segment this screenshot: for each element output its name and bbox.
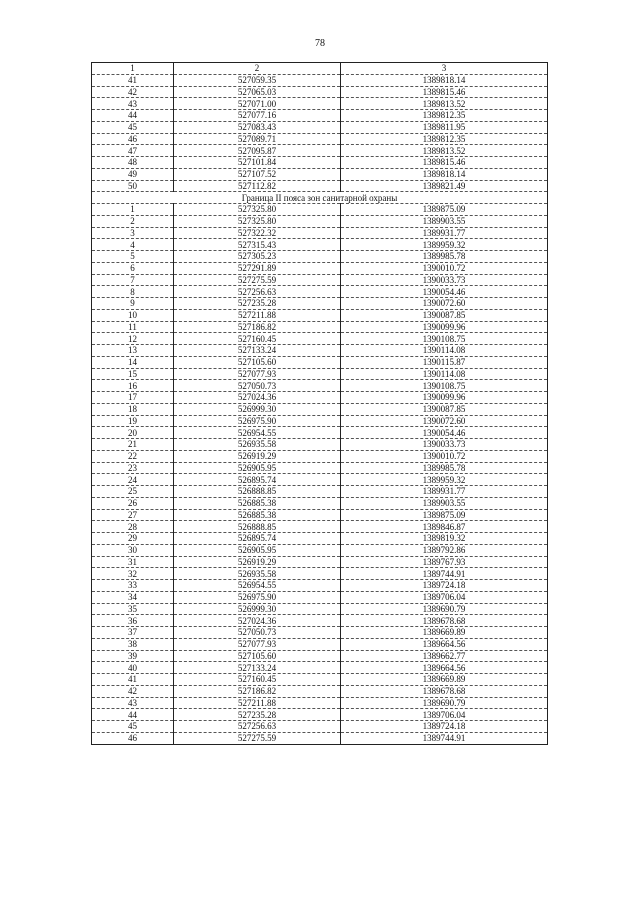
x-coordinate-cell: 526905.95 xyxy=(174,462,341,474)
x-coordinate-cell: 527325.80 xyxy=(174,204,341,216)
table-row xyxy=(92,732,548,744)
y-coordinate-cell: 1389815.46 xyxy=(341,157,548,169)
point-number-cell: 1 xyxy=(92,204,174,216)
point-number-cell: 7 xyxy=(92,274,174,286)
y-coordinate-cell: 1389931.77 xyxy=(341,227,548,239)
x-coordinate-cell: 527105.60 xyxy=(174,356,341,368)
x-coordinate-cell: 527133.24 xyxy=(174,662,341,674)
y-coordinate-cell: 1389875.09 xyxy=(341,509,548,521)
table-row xyxy=(92,521,548,533)
point-number-cell: 5 xyxy=(92,251,174,263)
table-row xyxy=(92,486,548,498)
y-coordinate-cell: 1390010.72 xyxy=(341,262,548,274)
x-coordinate-cell: 526935.58 xyxy=(174,568,341,580)
x-coordinate-cell: 527291.89 xyxy=(174,262,341,274)
y-coordinate-cell: 1389812.35 xyxy=(341,110,548,122)
point-number-cell: 39 xyxy=(92,650,174,662)
page-number: 78 xyxy=(315,38,325,49)
point-number-cell: 43 xyxy=(92,98,174,110)
table-row xyxy=(92,556,548,568)
table-row xyxy=(92,685,548,697)
point-number-cell: 45 xyxy=(92,121,174,133)
table-row xyxy=(92,638,548,650)
point-number-cell: 25 xyxy=(92,486,174,498)
y-coordinate-cell: 1389846.87 xyxy=(341,521,548,533)
table-row xyxy=(92,627,548,639)
table-row xyxy=(92,262,548,274)
table-row xyxy=(92,321,548,333)
table-row xyxy=(92,133,548,145)
point-number-cell: 37 xyxy=(92,627,174,639)
point-number-cell: 31 xyxy=(92,556,174,568)
point-number-cell: 42 xyxy=(92,685,174,697)
point-number-cell: 45 xyxy=(92,721,174,733)
x-coordinate-cell: 526999.30 xyxy=(174,603,341,615)
point-number-cell: 8 xyxy=(92,286,174,298)
y-coordinate-cell: 1389664.56 xyxy=(341,662,548,674)
x-coordinate-cell: 527101.84 xyxy=(174,157,341,169)
x-coordinate-cell: 526895.74 xyxy=(174,474,341,486)
y-coordinate-cell: 1389931.77 xyxy=(341,486,548,498)
point-number-cell: 3 xyxy=(92,227,174,239)
table-row xyxy=(92,215,548,227)
x-coordinate-cell: 527325.80 xyxy=(174,215,341,227)
point-number-cell: 11 xyxy=(92,321,174,333)
y-coordinate-cell: 1389678.68 xyxy=(341,615,548,627)
point-number-cell: 9 xyxy=(92,298,174,310)
table-row xyxy=(92,368,548,380)
y-coordinate-cell: 1389767.93 xyxy=(341,556,548,568)
table-row xyxy=(92,345,548,357)
point-number-cell: 47 xyxy=(92,145,174,157)
x-coordinate-cell: 526954.55 xyxy=(174,580,341,592)
y-coordinate-cell: 1389903.55 xyxy=(341,215,548,227)
x-coordinate-cell: 527105.60 xyxy=(174,650,341,662)
point-number-cell: 50 xyxy=(92,180,174,192)
y-coordinate-cell: 1389985.78 xyxy=(341,462,548,474)
y-coordinate-cell: 1389815.46 xyxy=(341,86,548,98)
point-number-cell: 49 xyxy=(92,168,174,180)
point-number-cell: 38 xyxy=(92,638,174,650)
table-row xyxy=(92,168,548,180)
point-number-cell: 46 xyxy=(92,133,174,145)
point-number-cell: 18 xyxy=(92,403,174,415)
x-coordinate-cell: 527107.52 xyxy=(174,168,341,180)
table-row xyxy=(92,380,548,392)
y-coordinate-cell: 1390087.85 xyxy=(341,309,548,321)
table-row xyxy=(92,145,548,157)
point-number-cell: 22 xyxy=(92,450,174,462)
y-coordinate-cell: 1389669.89 xyxy=(341,627,548,639)
y-coordinate-cell: 1389821.49 xyxy=(341,180,548,192)
column-header-x: 2 xyxy=(174,63,341,75)
x-coordinate-cell: 527050.73 xyxy=(174,627,341,639)
y-coordinate-cell: 1389706.04 xyxy=(341,591,548,603)
table-row xyxy=(92,309,548,321)
table-row xyxy=(92,697,548,709)
point-number-cell: 17 xyxy=(92,392,174,404)
table-row xyxy=(92,98,548,110)
table-row xyxy=(92,157,548,169)
table-row xyxy=(92,121,548,133)
y-coordinate-cell: 1390054.46 xyxy=(341,427,548,439)
table-row xyxy=(92,674,548,686)
table-header-row xyxy=(92,63,548,75)
x-coordinate-cell: 527186.82 xyxy=(174,685,341,697)
point-number-cell: 24 xyxy=(92,474,174,486)
x-coordinate-cell: 526975.90 xyxy=(174,415,341,427)
x-coordinate-cell: 526999.30 xyxy=(174,403,341,415)
y-coordinate-cell: 1390010.72 xyxy=(341,450,548,462)
point-number-cell: 30 xyxy=(92,544,174,556)
y-coordinate-cell: 1390114.08 xyxy=(341,345,548,357)
table-row xyxy=(92,439,548,451)
y-coordinate-cell: 1389724.18 xyxy=(341,580,548,592)
y-coordinate-cell: 1390099.96 xyxy=(341,321,548,333)
table-row xyxy=(92,650,548,662)
table-row xyxy=(92,356,548,368)
point-number-cell: 35 xyxy=(92,603,174,615)
y-coordinate-cell: 1389744.91 xyxy=(341,568,548,580)
point-number-cell: 34 xyxy=(92,591,174,603)
x-coordinate-cell: 526888.85 xyxy=(174,521,341,533)
point-number-cell: 6 xyxy=(92,262,174,274)
y-coordinate-cell: 1389818.14 xyxy=(341,168,548,180)
x-coordinate-cell: 527235.28 xyxy=(174,709,341,721)
point-number-cell: 48 xyxy=(92,157,174,169)
point-number-cell: 44 xyxy=(92,110,174,122)
point-number-cell: 21 xyxy=(92,439,174,451)
y-coordinate-cell: 1389959.32 xyxy=(341,474,548,486)
table-row xyxy=(92,615,548,627)
table-row xyxy=(92,509,548,521)
point-number-cell: 28 xyxy=(92,521,174,533)
table-row xyxy=(92,450,548,462)
x-coordinate-cell: 527089.71 xyxy=(174,133,341,145)
table-row xyxy=(92,462,548,474)
point-number-cell: 44 xyxy=(92,709,174,721)
x-coordinate-cell: 527071.00 xyxy=(174,98,341,110)
table-row xyxy=(92,544,548,556)
x-coordinate-cell: 527077.93 xyxy=(174,368,341,380)
section-title-row xyxy=(92,192,548,204)
table-row xyxy=(92,568,548,580)
x-coordinate-cell: 527235.28 xyxy=(174,298,341,310)
table-row xyxy=(92,721,548,733)
table-row xyxy=(92,403,548,415)
y-coordinate-cell: 1389812.35 xyxy=(341,133,548,145)
x-coordinate-cell: 526888.85 xyxy=(174,486,341,498)
table-row xyxy=(92,333,548,345)
point-number-cell: 46 xyxy=(92,732,174,744)
table-row xyxy=(92,204,548,216)
point-number-cell: 33 xyxy=(92,580,174,592)
point-number-cell: 12 xyxy=(92,333,174,345)
y-coordinate-cell: 1389678.68 xyxy=(341,685,548,697)
table-row xyxy=(92,110,548,122)
x-coordinate-cell: 526895.74 xyxy=(174,533,341,545)
table-row xyxy=(92,286,548,298)
y-coordinate-cell: 1389690.79 xyxy=(341,697,548,709)
point-number-cell: 13 xyxy=(92,345,174,357)
x-coordinate-cell: 527256.63 xyxy=(174,721,341,733)
table-row xyxy=(92,427,548,439)
point-number-cell: 2 xyxy=(92,215,174,227)
x-coordinate-cell: 527050.73 xyxy=(174,380,341,392)
table-row xyxy=(92,662,548,674)
y-coordinate-cell: 1390115.87 xyxy=(341,356,548,368)
y-coordinate-cell: 1390072.60 xyxy=(341,415,548,427)
point-number-cell: 41 xyxy=(92,674,174,686)
x-coordinate-cell: 526885.38 xyxy=(174,497,341,509)
x-coordinate-cell: 526919.29 xyxy=(174,556,341,568)
point-number-cell: 27 xyxy=(92,509,174,521)
point-number-cell: 10 xyxy=(92,309,174,321)
y-coordinate-cell: 1390087.85 xyxy=(341,403,548,415)
y-coordinate-cell: 1390054.46 xyxy=(341,286,548,298)
point-number-cell: 43 xyxy=(92,697,174,709)
x-coordinate-cell: 527211.88 xyxy=(174,697,341,709)
x-coordinate-cell: 527083.43 xyxy=(174,121,341,133)
x-coordinate-cell: 526919.29 xyxy=(174,450,341,462)
table-row xyxy=(92,415,548,427)
point-number-cell: 20 xyxy=(92,427,174,439)
table-row xyxy=(92,86,548,98)
table-row xyxy=(92,474,548,486)
point-number-cell: 42 xyxy=(92,86,174,98)
point-number-cell: 36 xyxy=(92,615,174,627)
section-title: Граница II пояса зон санитарной охраны xyxy=(92,192,548,204)
table-row xyxy=(92,580,548,592)
x-coordinate-cell: 527322.32 xyxy=(174,227,341,239)
y-coordinate-cell: 1389744.91 xyxy=(341,732,548,744)
x-coordinate-cell: 527077.93 xyxy=(174,638,341,650)
y-coordinate-cell: 1390108.75 xyxy=(341,380,548,392)
y-coordinate-cell: 1389818.14 xyxy=(341,74,548,86)
x-coordinate-cell: 526885.38 xyxy=(174,509,341,521)
x-coordinate-cell: 527095.87 xyxy=(174,145,341,157)
x-coordinate-cell: 527065.03 xyxy=(174,86,341,98)
x-coordinate-cell: 527275.59 xyxy=(174,274,341,286)
table-row xyxy=(92,239,548,251)
table-row xyxy=(92,591,548,603)
point-number-cell: 23 xyxy=(92,462,174,474)
y-coordinate-cell: 1389813.52 xyxy=(341,98,548,110)
y-coordinate-cell: 1389985.78 xyxy=(341,251,548,263)
x-coordinate-cell: 526975.90 xyxy=(174,591,341,603)
y-coordinate-cell: 1389903.55 xyxy=(341,497,548,509)
y-coordinate-cell: 1390114.08 xyxy=(341,368,548,380)
x-coordinate-cell: 527305.23 xyxy=(174,251,341,263)
x-coordinate-cell: 527275.59 xyxy=(174,732,341,744)
table-row xyxy=(92,497,548,509)
table-row xyxy=(92,251,548,263)
point-number-cell: 41 xyxy=(92,74,174,86)
y-coordinate-cell: 1390033.73 xyxy=(341,439,548,451)
x-coordinate-cell: 527186.82 xyxy=(174,321,341,333)
table-row xyxy=(92,603,548,615)
table-row xyxy=(92,274,548,286)
y-coordinate-cell: 1390033.73 xyxy=(341,274,548,286)
column-header-number: 1 xyxy=(92,63,174,75)
table-row xyxy=(92,180,548,192)
point-number-cell: 32 xyxy=(92,568,174,580)
table-row xyxy=(92,227,548,239)
y-coordinate-cell: 1389662.77 xyxy=(341,650,548,662)
point-number-cell: 26 xyxy=(92,497,174,509)
x-coordinate-cell: 527160.45 xyxy=(174,333,341,345)
point-number-cell: 15 xyxy=(92,368,174,380)
table-row xyxy=(92,74,548,86)
point-number-cell: 16 xyxy=(92,380,174,392)
y-coordinate-cell: 1389959.32 xyxy=(341,239,548,251)
x-coordinate-cell: 527133.24 xyxy=(174,345,341,357)
y-coordinate-cell: 1389724.18 xyxy=(341,721,548,733)
x-coordinate-cell: 526954.55 xyxy=(174,427,341,439)
y-coordinate-cell: 1390072.60 xyxy=(341,298,548,310)
point-number-cell: 19 xyxy=(92,415,174,427)
coordinates-table-body xyxy=(92,63,548,745)
point-number-cell: 29 xyxy=(92,533,174,545)
y-coordinate-cell: 1389819.32 xyxy=(341,533,548,545)
x-coordinate-cell: 527160.45 xyxy=(174,674,341,686)
x-coordinate-cell: 527059.35 xyxy=(174,74,341,86)
table-row xyxy=(92,392,548,404)
x-coordinate-cell: 527211.88 xyxy=(174,309,341,321)
point-number-cell: 4 xyxy=(92,239,174,251)
x-coordinate-cell: 527112.82 xyxy=(174,180,341,192)
table-row xyxy=(92,298,548,310)
y-coordinate-cell: 1389669.89 xyxy=(341,674,548,686)
x-coordinate-cell: 527077.16 xyxy=(174,110,341,122)
point-number-cell: 14 xyxy=(92,356,174,368)
y-coordinate-cell: 1389664.56 xyxy=(341,638,548,650)
column-header-y: 3 xyxy=(341,63,548,75)
table-row xyxy=(92,533,548,545)
x-coordinate-cell: 527256.63 xyxy=(174,286,341,298)
y-coordinate-cell: 1390099.96 xyxy=(341,392,548,404)
y-coordinate-cell: 1389875.09 xyxy=(341,204,548,216)
y-coordinate-cell: 1390108.75 xyxy=(341,333,548,345)
point-number-cell: 40 xyxy=(92,662,174,674)
x-coordinate-cell: 527024.36 xyxy=(174,615,341,627)
y-coordinate-cell: 1389690.79 xyxy=(341,603,548,615)
coordinates-table xyxy=(91,62,548,745)
x-coordinate-cell: 527024.36 xyxy=(174,392,341,404)
x-coordinate-cell: 526905.95 xyxy=(174,544,341,556)
table-row xyxy=(92,709,548,721)
y-coordinate-cell: 1389811.95 xyxy=(341,121,548,133)
y-coordinate-cell: 1389813.52 xyxy=(341,145,548,157)
y-coordinate-cell: 1389792.86 xyxy=(341,544,548,556)
x-coordinate-cell: 527315.43 xyxy=(174,239,341,251)
x-coordinate-cell: 526935.58 xyxy=(174,439,341,451)
y-coordinate-cell: 1389706.04 xyxy=(341,709,548,721)
